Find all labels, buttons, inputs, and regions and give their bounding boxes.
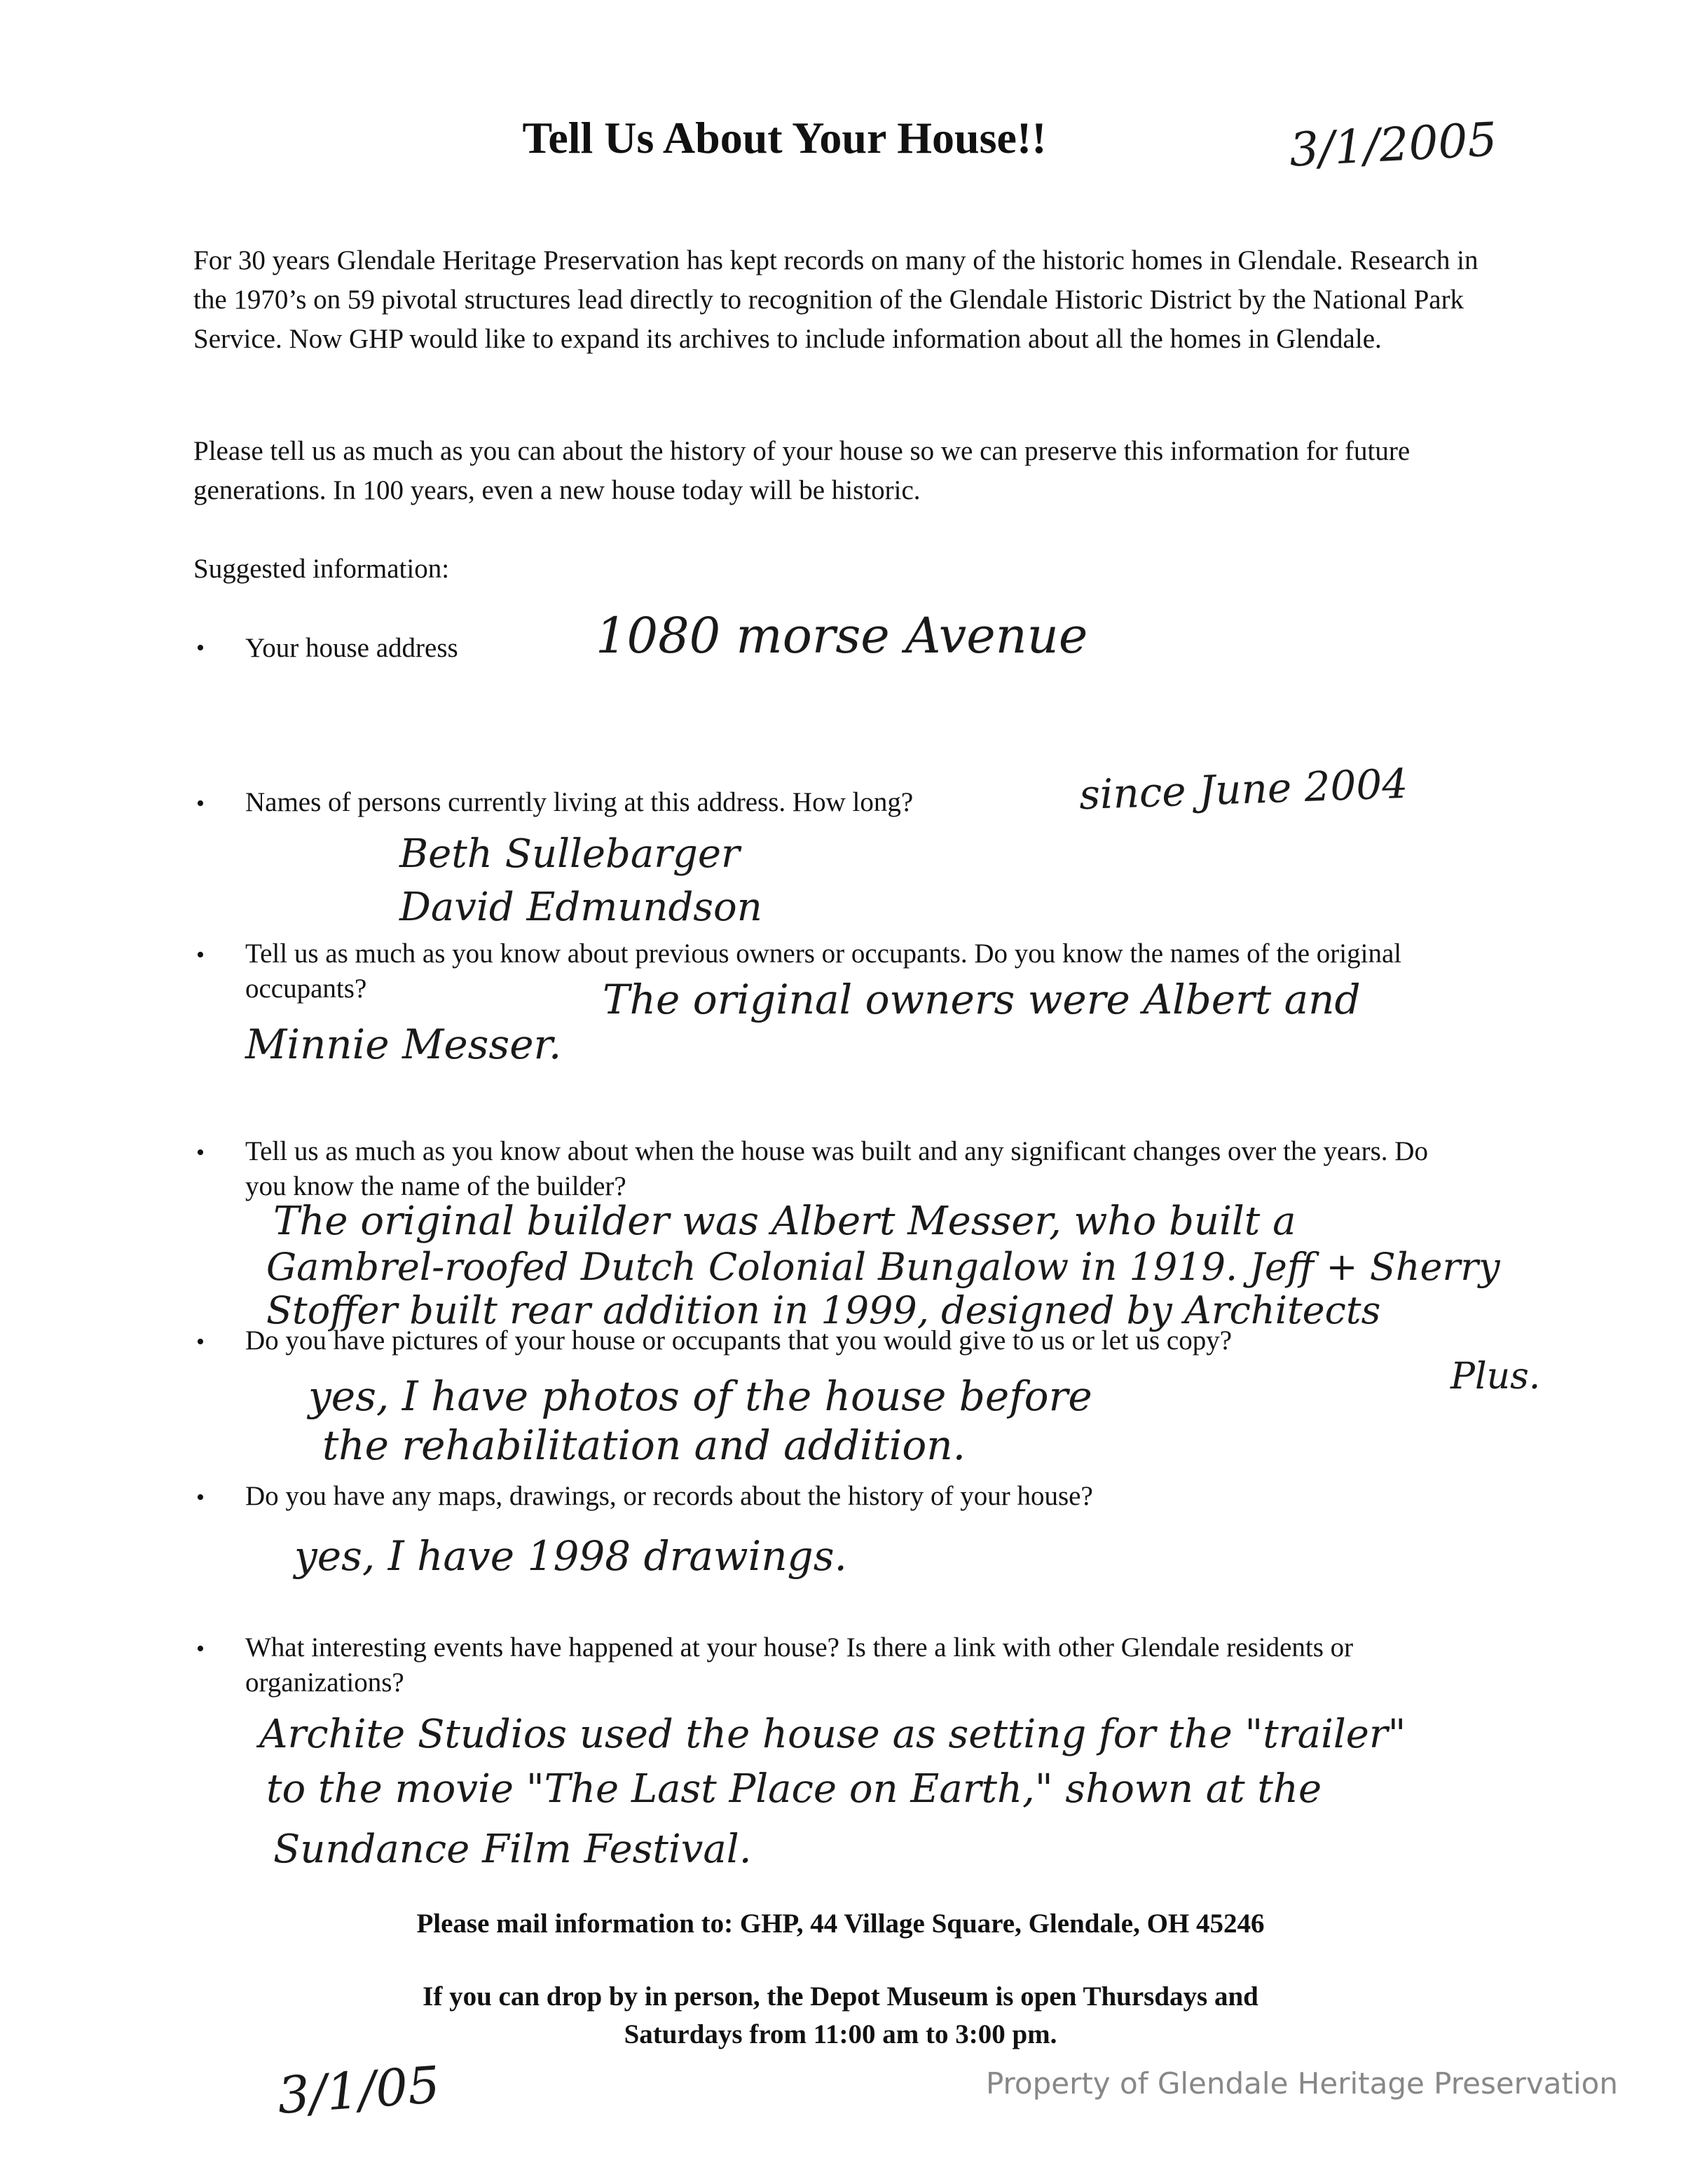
maps-label: Do you have any maps, drawings, or records about the history of your house? [245,1481,1093,1511]
owners-answer-2: Minnie Messer. [245,1021,562,1068]
persons-name-1: Beth Sullebarger [399,831,740,877]
address-label: Your house address [245,633,458,663]
address-answer: 1080 morse Avenue [596,607,1088,664]
bullet: • [196,1329,205,1355]
events-answer-3: Sundance Film Festival. [273,1827,752,1872]
events-answer-1: Archite Studios used the house as setting for the "trailer" [259,1712,1406,1757]
built-answer-3: Stoffer built rear addition in 1999, designed by Architects [266,1288,1381,1332]
bullet: • [196,942,205,968]
bullet: • [196,635,205,661]
built-answer-4: Plus. [1450,1356,1541,1398]
bullet: • [196,1485,205,1510]
owners-answer-1: The original owners were Albert and [603,976,1361,1023]
drop-by-line-2: Saturdays from 11:00 am to 3:00 pm. [624,2019,1057,2049]
bullet: • [196,1636,205,1662]
persons-name-2: David Edmundson [399,885,762,930]
handwritten-date-top: 3/1/2005 [1288,112,1499,177]
pictures-label: Do you have pictures of your house or occupants that you would give to us or let us copy? [245,1325,1233,1356]
bullet: • [196,791,205,817]
owners-label: Tell us as much as you know about previous owners or occupants. Do you know the names of the original occupants? [245,939,1402,1004]
mail-instructions: Please mail information to: GHP, 44 Village Square, Glendale, OH 45246 [416,1909,1265,1939]
events-label: What interesting events have happened at your house? Is there a link with other Glendale residents or organizations? [245,1632,1354,1698]
events-answer-2: to the movie "The Last Place on Earth," shown at the [266,1766,1322,1812]
pictures-answer-2: the rehabilitation and addition. [322,1421,966,1469]
persons-since-answer: since June 2004 [1078,759,1409,819]
intro-paragraph-1: For 30 years Glendale Heritage Preservation has kept records on many of the historic homes in Glendale. Research in the 1970’s on 59 pivotal structures lead directly to recognition of the Glendale Historic District by the National Park Service. Now GHP would like to expand its archives to include information about all the homes in Glendale. [193,245,1478,354]
intro-paragraph-2: Please tell us as much as you can about the history of your house so we can preserve this information for future generations. In 100 years, even a new house today will be historic. [193,436,1411,505]
page-title: Tell Us About Your House!! [522,113,1047,163]
built-answer-1: The original builder was Albert Messer, who built a [273,1199,1296,1244]
pictures-answer-1: yes, I have photos of the house before [308,1372,1092,1420]
drop-by-line-1: If you can drop by in person, the Depot Museum is open Thursdays and [423,1981,1258,2012]
bullet: • [196,1140,205,1166]
built-label: Tell us as much as you know about when the house was built and any significant changes over the years. Do you know the name of the builder? [245,1136,1428,1201]
maps-answer: yes, I have 1998 drawings. [294,1532,847,1580]
handwritten-date-bottom: 3/1/05 [275,2055,442,2125]
built-answer-2: Gambrel-roofed Dutch Colonial Bungalow in 1919. Jeff + Sherry [266,1245,1500,1289]
watermark: Property of Glendale Heritage Preservation [985,2066,1618,2101]
suggested-heading: Suggested information: [193,554,450,584]
persons-label: Names of persons currently living at this address. How long? [245,787,914,817]
